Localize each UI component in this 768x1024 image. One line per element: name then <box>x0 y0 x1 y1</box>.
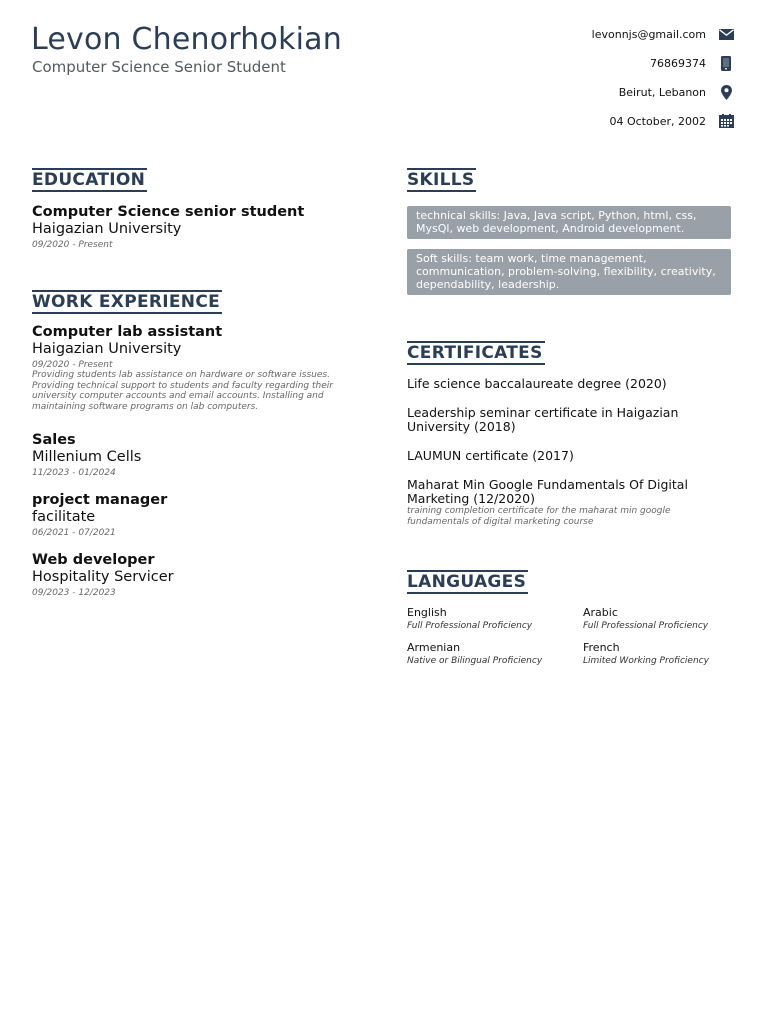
work-entry <box>32 552 352 598</box>
resume-name: Levon Chenorhokian <box>31 22 342 57</box>
languages-grid <box>407 606 731 666</box>
birthdate-text: 04 October, 2002 <box>609 114 706 128</box>
work-dates: 09/2020 - Present <box>32 360 113 370</box>
location-text: Beirut, Lebanon <box>618 85 706 99</box>
language-level: Full Professional Proficiency <box>583 621 709 631</box>
certificate-description: training completion certificate for the maharat min google fundamentals of digital marketing course <box>407 506 671 527</box>
education-school: Haigazian University <box>32 221 182 237</box>
work-dates: 09/2023 - 12/2023 <box>32 588 116 598</box>
skills-section <box>407 168 731 295</box>
envelope-icon <box>718 26 734 42</box>
certificate-item: Maharat Min Google Fundamentals Of Digital Marketing (12/2020) <box>407 477 688 506</box>
work-role: project manager <box>32 492 168 508</box>
certificates-heading: CERTIFICATES <box>407 343 543 363</box>
certificate-item: LAUMUN certificate (2017) <box>407 448 574 463</box>
education-heading: EDUCATION <box>32 170 146 190</box>
work-section <box>32 290 352 598</box>
language-name: French <box>583 641 620 654</box>
work-org: Hospitality Servicer <box>32 569 174 585</box>
contact-phone <box>414 55 734 71</box>
work-entry <box>32 324 352 412</box>
work-description: Providing students lab assistance on hardware or software issues. Providing technical support to students and faculty regarding their university computer accounts and email accounts. Installing and maintaining software programs on lab computers. <box>32 370 333 412</box>
language-level: Full Professional Proficiency <box>407 621 533 631</box>
language-level: Limited Working Proficiency <box>583 656 709 666</box>
languages-section <box>407 570 731 666</box>
language-name: English <box>407 606 447 619</box>
language-level: Native or Bilingual Proficiency <box>407 656 543 666</box>
contact-birthdate <box>414 113 734 129</box>
location-pin-icon <box>718 84 734 100</box>
calendar-icon <box>718 113 734 129</box>
certificates-section <box>407 341 731 528</box>
skills-heading: SKILLS <box>407 170 475 190</box>
work-dates: 06/2021 - 07/2021 <box>32 528 116 538</box>
work-org: Haigazian University <box>32 341 182 357</box>
work-org: Millenium Cells <box>32 449 142 465</box>
skill-technical: technical skills: Java, Java script, Python, html, css, MysQl, web development, Android development. <box>407 206 731 239</box>
work-entry <box>32 432 352 478</box>
phone-icon <box>718 55 734 71</box>
work-entry <box>32 492 352 538</box>
contact-email <box>414 26 734 42</box>
certificate-item: Leadership seminar certificate in Haigazian University (2018) <box>407 405 679 434</box>
work-role: Web developer <box>32 552 155 568</box>
resume-subtitle: Computer Science Senior Student <box>32 58 286 76</box>
education-degree: Computer Science senior student <box>32 204 305 220</box>
work-role: Computer lab assistant <box>32 324 223 340</box>
language-item <box>407 606 583 631</box>
skill-soft: Soft skills: team work, time management, communication, problem-solving, flexibility, creativity, dependability, leadership. <box>407 249 731 295</box>
language-item <box>583 606 731 631</box>
certificate-item: Life science baccalaureate degree (2020) <box>407 376 667 391</box>
language-name: Armenian <box>407 641 461 654</box>
work-dates: 11/2023 - 01/2024 <box>32 468 116 478</box>
work-role: Sales <box>32 432 76 448</box>
email-text: levonnjs@gmail.com <box>591 27 706 41</box>
language-name: Arabic <box>583 606 618 619</box>
education-section <box>32 168 352 250</box>
languages-heading: LANGUAGES <box>407 572 527 592</box>
phone-text: 76869374 <box>650 56 706 70</box>
language-item <box>583 641 731 666</box>
education-dates: 09/2020 - Present <box>32 240 113 250</box>
left-column <box>32 168 352 598</box>
contact-location <box>414 84 734 100</box>
language-item <box>407 641 583 666</box>
work-org: facilitate <box>32 509 96 525</box>
work-heading: WORK EXPERIENCE <box>32 292 221 312</box>
right-column <box>407 168 731 666</box>
